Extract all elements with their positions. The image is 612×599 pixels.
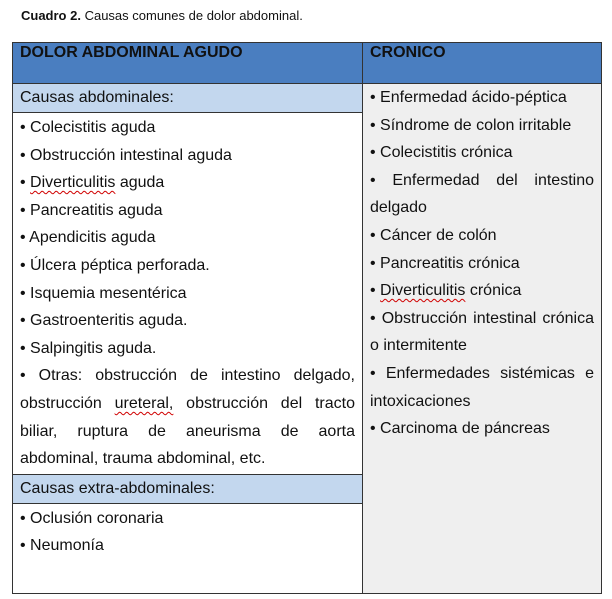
list-item: • Enfermedades sistémicas e intoxicaciones: [370, 364, 594, 410]
list-item: • Enfermedad ácido-péptica: [370, 89, 567, 106]
header-chronic: CRONICO: [363, 43, 602, 84]
list-item: • Carcinoma de páncreas: [370, 420, 550, 438]
list-item: • Obstrucción intestinal crónica o intermitente: [370, 309, 594, 355]
list-item: • Colecistitis aguda: [20, 119, 156, 136]
caption-label: Cuadro 2.: [21, 8, 81, 23]
spellcheck-word: ureteral,: [114, 394, 174, 412]
header-acute: DOLOR ABDOMINAL AGUDO: [13, 43, 363, 84]
table-caption: [21, 8, 303, 23]
list-item: • Úlcera péptica perforada.: [20, 256, 210, 274]
list-item: • Apendicitis aguda: [20, 229, 156, 247]
chronic-causes-list: [363, 84, 601, 443]
abdominal-causes-list: [13, 113, 362, 474]
extra-abdominal-causes-title: Causas extra-abdominales:: [13, 474, 362, 504]
list-item: • Enfermedad del intestino delgado: [370, 171, 594, 217]
causes-table: [12, 42, 602, 594]
list-item: • Diverticulitis crónica: [370, 282, 522, 300]
body-row: [13, 84, 602, 594]
list-item: • Colecistitis crónica: [370, 144, 513, 162]
list-item: • Otras: obstrucción de intestino delgado, obstrucción ureteral, obstrucción del tracto biliar, ruptura de aneurisma de aorta abdominal, trauma abdominal, etc.: [20, 367, 355, 468]
list-item: • Cáncer de colón: [370, 226, 497, 244]
caption-text: Causas comunes de dolor abdominal.: [80, 8, 303, 23]
extra-abdominal-causes-list: [13, 504, 362, 560]
spellcheck-word: Diverticulitis: [380, 282, 466, 300]
list-item: • Síndrome de colon irritable: [370, 116, 572, 134]
list-item: • Gastroenteritis aguda.: [20, 312, 188, 330]
list-item: • Pancreatitis aguda: [20, 201, 163, 219]
acute-column: [13, 84, 363, 594]
list-item: • Neumonía: [20, 537, 104, 555]
list-item: • Obstrucción intestinal aguda: [20, 146, 232, 164]
list-item: • Oclusión coronaria: [20, 509, 164, 527]
list-item: • Isquemia mesentérica: [20, 284, 187, 302]
list-item: • Pancreatitis crónica: [370, 254, 520, 272]
spellcheck-word: Diverticulitis: [30, 174, 116, 192]
list-item: • Salpingitis aguda.: [20, 339, 157, 357]
list-item: • Diverticulitis aguda: [20, 174, 165, 192]
abdominal-causes-title: Causas abdominales:: [13, 84, 362, 113]
chronic-column: [363, 84, 602, 594]
header-row: [13, 43, 602, 84]
